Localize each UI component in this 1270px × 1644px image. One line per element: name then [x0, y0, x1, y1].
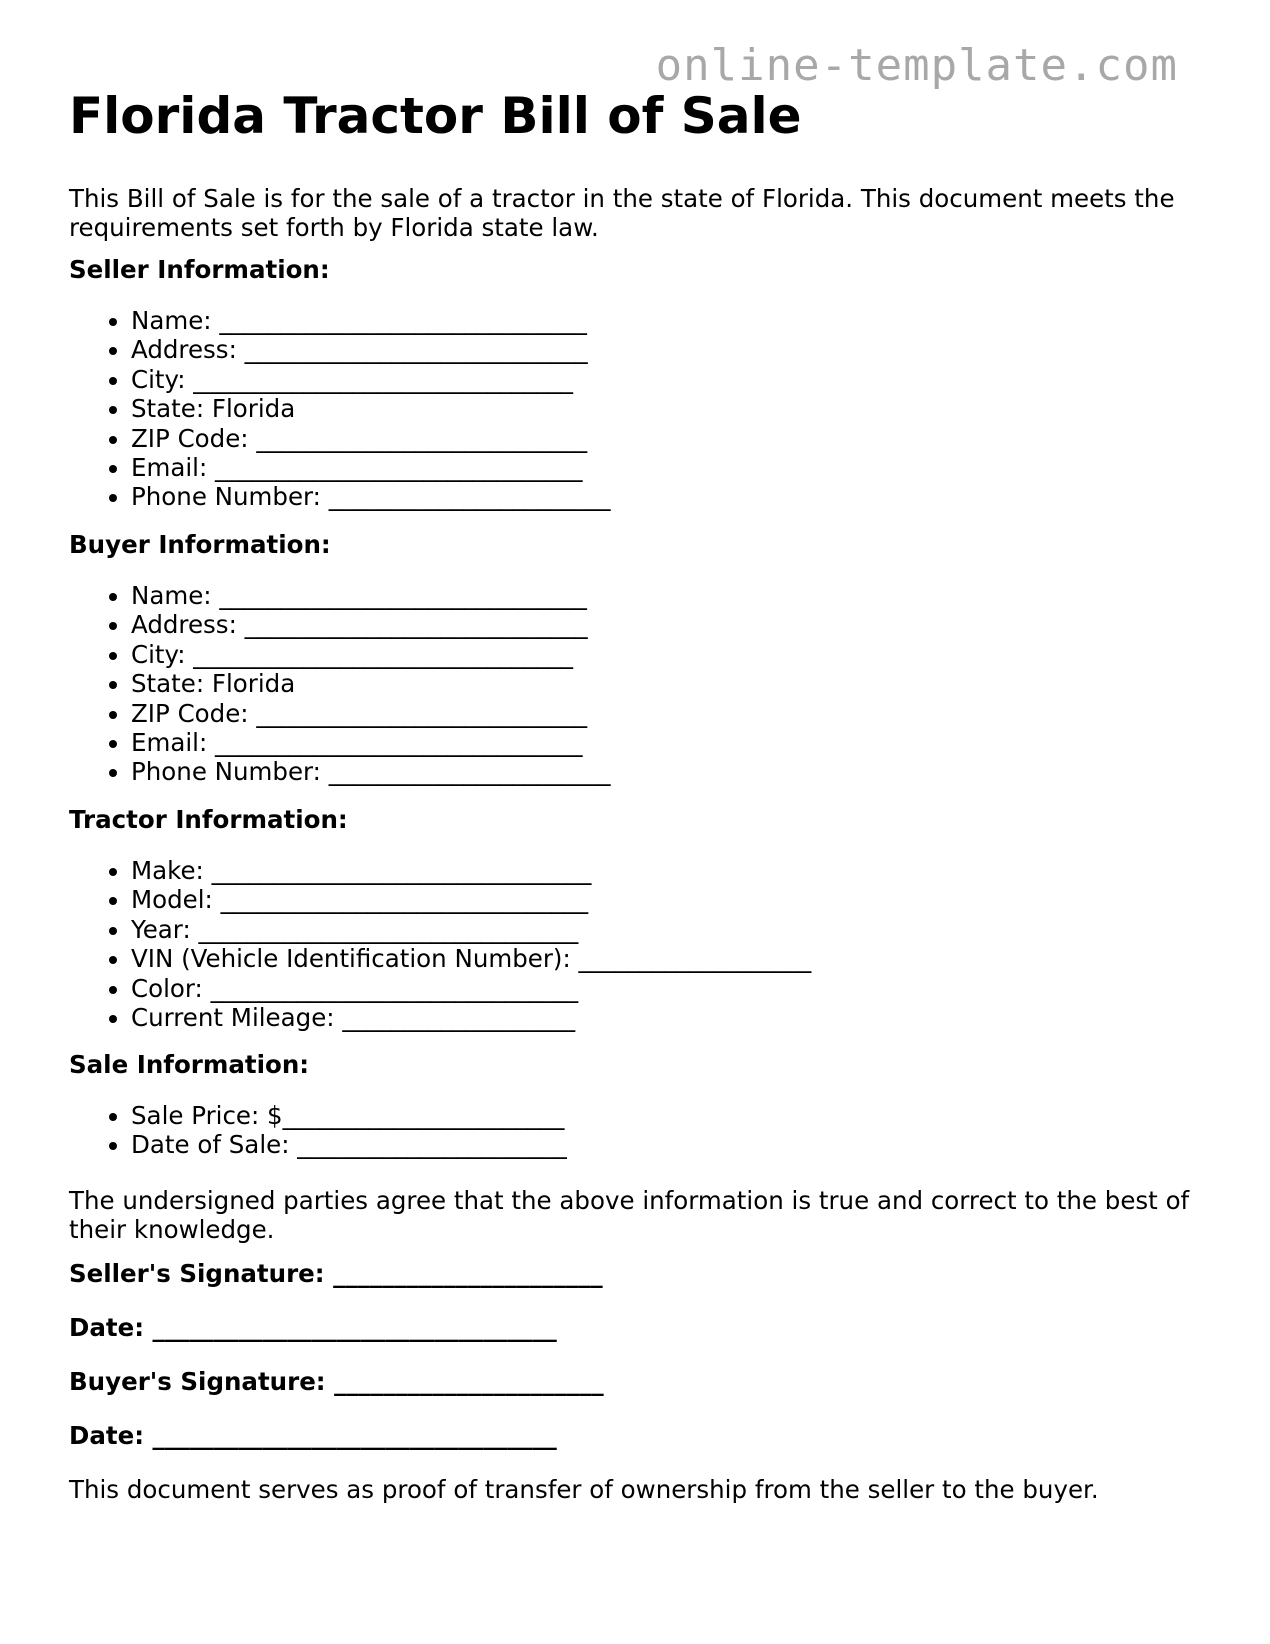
buyer-zip-field: • ZIP Code: ___________________________ — [131, 699, 610, 728]
buyer-city-field: • City: _______________________________ — [131, 640, 610, 669]
tractor-fields-list — [69, 856, 811, 1032]
seller-heading: Seller Information: — [69, 255, 330, 284]
buyer-name-field: • Name: ______________________________ — [131, 581, 610, 610]
buyer-state-field: • State: Florida — [131, 669, 610, 698]
tractor-mileage-field: • Current Mileage: ___________________ — [131, 1003, 811, 1032]
watermark: online-template.com — [655, 40, 1178, 91]
seller-signature-line: Seller's Signature: ______________________ — [69, 1259, 603, 1288]
buyer-heading: Buyer Information: — [69, 530, 331, 559]
tractor-make-field: • Make: _______________________________ — [131, 856, 811, 885]
tractor-heading: Tractor Information: — [69, 805, 348, 834]
seller-email-field: • Email: ______________________________ — [131, 453, 610, 482]
buyer-email-field: • Email: ______________________________ — [131, 728, 610, 757]
buyer-signature-line: Buyer's Signature: ______________________ — [69, 1367, 604, 1396]
closing-paragraph: This document serves as proof of transfer of ownership from the seller to the buyer. — [69, 1475, 1099, 1504]
seller-zip-field: • ZIP Code: ___________________________ — [131, 424, 610, 453]
seller-phone-field: • Phone Number: _______________________ — [131, 482, 610, 511]
seller-state-field: • State: Florida — [131, 394, 610, 423]
buyer-date-line: Date: _________________________________ — [69, 1421, 557, 1450]
tractor-year-field: • Year: _______________________________ — [131, 915, 811, 944]
seller-fields-list — [69, 306, 610, 512]
seller-address-field: • Address: ____________________________ — [131, 335, 610, 364]
sale-price-field: • Sale Price: $_______________________ — [131, 1101, 567, 1130]
intro-paragraph: This Bill of Sale is for the sale of a tractor in the state of Florida. This document meets the requirements set forth by Florida state law. — [69, 184, 1175, 242]
sale-heading: Sale Information: — [69, 1050, 310, 1079]
seller-date-line: Date: _________________________________ — [69, 1313, 557, 1342]
sale-date-field: • Date of Sale: ______________________ — [131, 1130, 567, 1159]
tractor-model-field: • Model: ______________________________ — [131, 885, 811, 914]
seller-city-field: • City: _______________________________ — [131, 365, 610, 394]
sale-fields-list — [69, 1101, 567, 1160]
buyer-phone-field: • Phone Number: _______________________ — [131, 757, 610, 786]
seller-name-field: • Name: ______________________________ — [131, 306, 610, 335]
buyer-address-field: • Address: ____________________________ — [131, 610, 610, 639]
tractor-color-field: • Color: ______________________________ — [131, 974, 811, 1003]
agreement-paragraph: The undersigned parties agree that the above information is true and correct to the best of their knowledge. — [69, 1186, 1190, 1244]
buyer-fields-list — [69, 581, 610, 787]
tractor-vin-field: • VIN (Vehicle Identification Number): ___________________ — [131, 944, 811, 973]
document-title: Florida Tractor Bill of Sale — [69, 87, 802, 145]
